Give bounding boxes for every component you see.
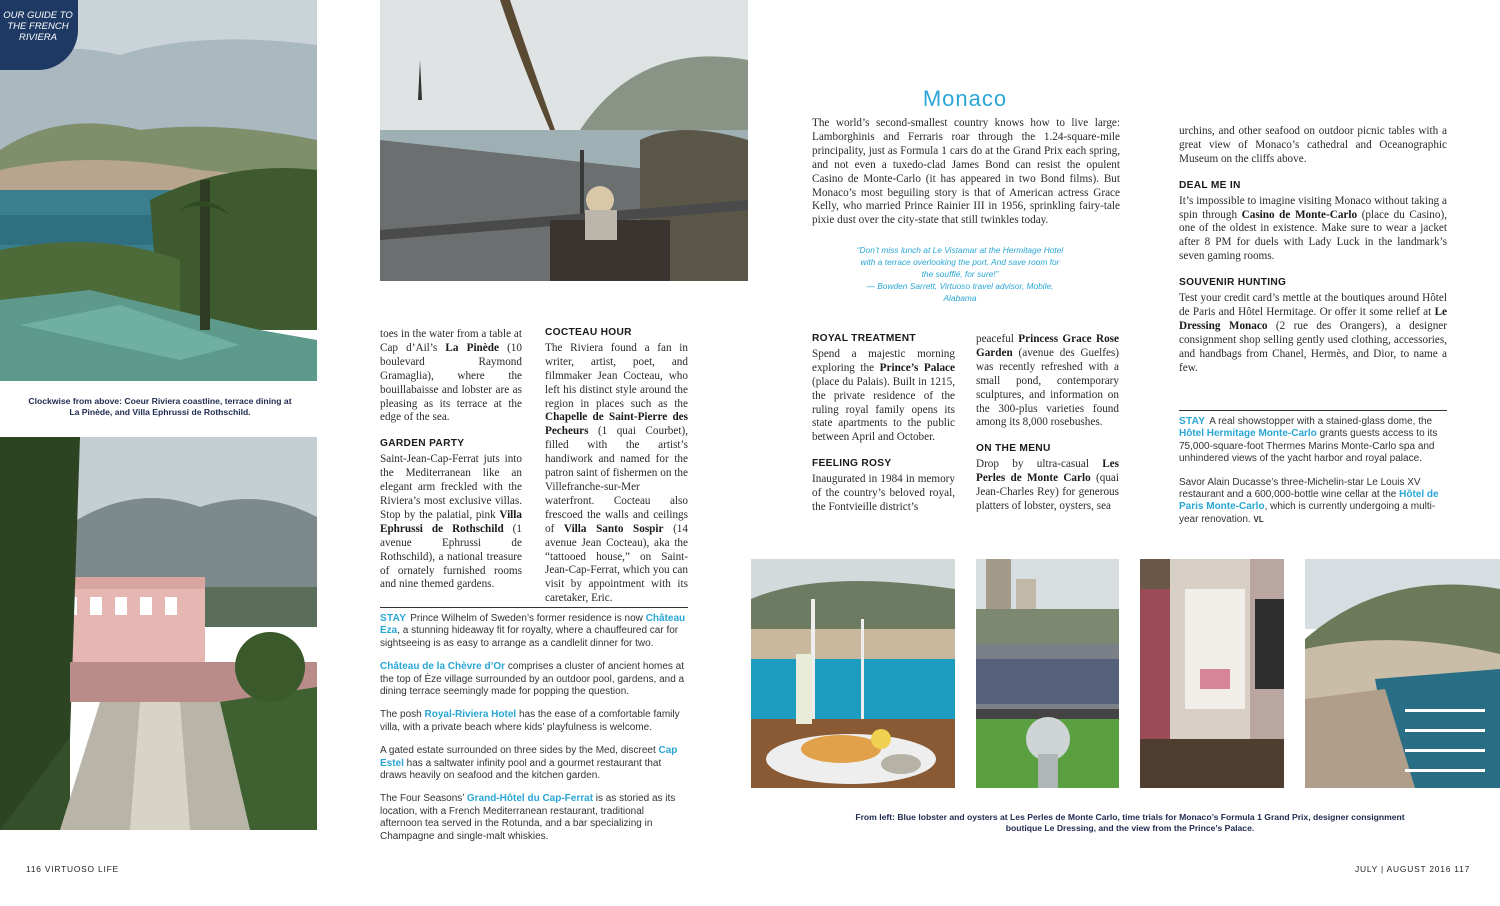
le-dressing-name: Le Dressing Monaco xyxy=(1179,305,1447,332)
stay-text: The posh xyxy=(380,709,425,721)
rose-garden-text-c: (avenue des Guelfes) was recently refreshed with a small pond, contemporary sculptures, and information on the 300-plus varieties found among its 8,000 rosebushes. xyxy=(976,346,1119,429)
casino-name: Casino de Monte-Carlo xyxy=(1241,208,1358,221)
cocteau-text-e: (14 avenue Jean Cocteau), aka the “tattooed house,” on Saint-Jean-Cap-Ferrat, which you can visit by appointment with its caretaker, Eric. xyxy=(545,522,688,605)
cocteau-hour-heading: COCTEAU HOUR xyxy=(545,327,632,338)
stay-text: Savor Alain Ducasse’s three-Michelin-star Le Louis XV restaurant and a 600,000-bottle wine cellar at the xyxy=(1179,476,1421,501)
quote-text: “Don’t miss lunch at Le Vistamar at the Hermitage Hotel with a terrace overlooking the port. And save room for the soufflé, for sure!” xyxy=(856,245,1064,279)
end-mark: VL xyxy=(1253,514,1264,524)
stay-text: A real showstopper with a stained-glass dome, the xyxy=(1209,416,1433,427)
garden-party-text-c: (1 avenue Ephrussi de Rothschild), a national treasure of ornately furnished rooms and nine themed gardens. xyxy=(380,522,522,591)
left-stay-box xyxy=(380,607,688,854)
villa-ephrussi-name: Villa Ephrussi de Rothschild xyxy=(380,508,522,535)
left-column-2 xyxy=(545,326,688,606)
hotel-de-paris-link[interactable]: Hôtel de Paris Monte-Carlo xyxy=(1179,489,1439,513)
chateau-eza-link[interactable]: Château Eza xyxy=(380,613,686,637)
terrace-dining-photo xyxy=(380,0,748,281)
casino-text-c: (place du Casino), one of the oldest in existence. Make sure to wear a jacket after 8 PM for duels with Lady Luck in the landmark’s seven gaming rooms. xyxy=(1179,208,1447,263)
deal-me-in-heading: DEAL ME IN xyxy=(1179,179,1241,191)
casino-text-a: It’s impossible to imagine visiting Monaco without taking a spin through xyxy=(1179,194,1447,221)
section-badge: OUR GUIDE TO THE FRENCH RIVIERA xyxy=(0,0,78,70)
monaco-intro: The world’s second-smallest country knows how to live large: Lamborghinis and Ferraris roar through the 1.24-square-mile principality, just as Formula 1 cars do at the Grand Prix each spring, and not even a tuxedo-clad James Bond can resist the opulent Casino de Monte-Carlo (it has appeared in two Bond films). But Monaco’s most beguiling story is that of American actress Grace Kelly, who married Prince Rainier III in 1956, sprinkling fairy-tale pixie dust over the city-state that still twinkles today. xyxy=(812,117,1120,227)
formula1-photo xyxy=(976,559,1119,788)
royal-riviera-link[interactable]: Royal-Riviera Hotel xyxy=(424,709,517,721)
left-photo-caption: Clockwise from above: Coeur Riviera coastline, terrace dining at La Pinède, and Villa Ephrussi de Rothschild. xyxy=(28,396,292,417)
left-folio: 116 VIRTUOSO LIFE xyxy=(26,864,119,874)
chapelle-name: Chapelle de Saint-Pierre des Pecheurs xyxy=(545,411,688,438)
seafood-text: urchins, and other seafood on outdoor picnic tables with a great view of Monaco’s cathedral and Oceanographic Museum on the cliffs above. xyxy=(1179,125,1447,165)
stay-text: , a stunning hideaway fit for royalty, where a chauffeured car for sightseeing is as easy to arrange as a candlelit dinner for two. xyxy=(380,625,679,649)
lead-rest-text: (10 boulevard Raymond Gramaglia), where the bouillabaisse and lobster are as pleasing as its terrace at the edge of the sea. xyxy=(380,341,522,424)
garden-party-heading: GARDEN PARTY xyxy=(380,438,465,450)
souvenir-text-a: Test your credit card’s mettle at the boutiques around Hôtel de Paris and Hôtel Hermitage. Or offer it some relief at xyxy=(1179,292,1447,318)
chateau-chevre-dor-link[interactable]: Château de la Chèvre d’Or xyxy=(380,661,506,673)
villa-santo-sospir-name: Villa Santo Sospir xyxy=(563,522,664,535)
stay-label: STAY xyxy=(1179,416,1206,427)
stay-text: has the ease of a comfortable family villa, with a private beach where kids’ playfulness is welcome. xyxy=(380,709,680,733)
feeling-rosy-heading: FEELING ROSY xyxy=(812,458,892,470)
right-stay-box xyxy=(1179,410,1447,537)
stay-label: STAY xyxy=(380,613,407,624)
stay-item-cap-estel xyxy=(380,745,688,782)
right-folio: JULY | AUGUST 2016 117 xyxy=(1355,864,1471,874)
stay-item-chateau-eza xyxy=(380,613,688,650)
right-photo-caption: From left: Blue lobster and oysters at Les Perles de Monte Carlo, time trials for Monaco’s Formula 1 Grand Prix, designer consignment boutique Le Dressing, and the view from the Prince’s Palace. xyxy=(855,812,1405,833)
le-dressing-boutique-photo xyxy=(1140,559,1284,788)
stay-item-hermitage xyxy=(1179,416,1447,466)
stay-text: , which is currently undergoing a multi-year renovation. xyxy=(1179,501,1436,525)
cocteau-text-a: The Riviera found a fan in writer, artist, poet, and filmmaker Jean Cocteau, who left his distinct style around the region in places such as the xyxy=(545,341,688,410)
royal-text-a: Spend a majestic morning exploring the xyxy=(812,347,955,374)
royal-treatment-heading: ROYAL TREATMENT xyxy=(812,333,916,344)
advisor-quote xyxy=(855,244,1065,304)
stay-text: grants guests access to its 75,000-square-foot Thermes Marins Monte-Carlo spa and unhindered views of the yacht harbor and royal palace. xyxy=(1179,428,1438,465)
stay-item-grand-hotel xyxy=(380,793,688,843)
feeling-rosy-text: Inaugurated in 1984 in memory of the country’s beloved royal, the Fontvieille district’s xyxy=(812,473,955,513)
right-column-1 xyxy=(812,332,955,515)
stay-text: comprises a cluster of ancient homes at the top of Èze village surrounded by an outdoor pool, gardens, and a dining terrace seemingly made for popping the question. xyxy=(380,661,685,698)
menu-text-a: Drop by ultra-casual xyxy=(976,458,1103,471)
right-column-3 xyxy=(1179,125,1447,376)
stay-text: Prince Wilhelm of Sweden’s former residence is now xyxy=(410,613,646,624)
rose-garden-text-a: peaceful xyxy=(976,333,1019,345)
villa-ephrussi-photo xyxy=(0,437,317,830)
quote-attribution: — Bowden Sarrett, Virtuoso travel advisor, Mobile, Alabama xyxy=(866,281,1054,303)
souvenir-text-c: (2 rue des Orangers), a designer consignment shop selling gently used clothing, accessories, and handbags from Chanel, Hermès, and Dior, to name a few. xyxy=(1179,319,1447,374)
princes-palace-view-photo xyxy=(1305,559,1500,788)
left-column-1 xyxy=(380,328,522,592)
on-the-menu-heading: ON THE MENU xyxy=(976,443,1051,455)
stay-text: has a saltwater infinity pool and a gourmet restaurant that draws heavily on seafood and the kitchen garden. xyxy=(380,757,662,782)
stay-item-royal-riviera xyxy=(380,709,688,734)
stay-item-chevre-dor xyxy=(380,661,688,698)
cocteau-text-c: (1 quai Courbet), filled with the artist’s handiwork and named for the patron saint of fishermen on the Villefranche-sur-Mer waterfront. Cocteau also frescoed the walls and ceilings of xyxy=(545,425,688,535)
grand-hotel-cap-ferrat-link[interactable]: Grand-Hôtel du Cap-Ferrat xyxy=(466,793,594,805)
stay-text: is as storied as its location, with a French Mediterranean restaurant, traditional afternoon tea served in the Rotunda, and a bar specializing in Champagne and single-malt whiskies. xyxy=(380,793,676,842)
lobster-oysters-photo xyxy=(751,559,955,788)
princes-palace-name: Prince’s Palace xyxy=(879,361,955,374)
stay-text: A gated estate surrounded on three sides by the Med, discreet xyxy=(380,745,659,757)
monaco-title: Monaco xyxy=(922,86,1008,111)
les-perles-name: Les Perles de Monte Carlo xyxy=(976,458,1119,485)
hotel-hermitage-link[interactable]: Hôtel Hermitage Monte-Carlo xyxy=(1179,428,1317,440)
stay-text: The Four Seasons’ xyxy=(380,793,467,805)
la-pinede-name: La Pinède xyxy=(445,341,499,354)
royal-text-c: (place du Palais). Built in 1215, the private residence of the ruling royal family opens its state apartments to the public between April and October. xyxy=(812,375,955,444)
stay-item-hotel-de-paris xyxy=(1179,477,1447,527)
right-column-2 xyxy=(976,333,1119,514)
rose-garden-name: Princess Grace Rose Garden xyxy=(976,333,1120,359)
cap-estel-link[interactable]: Cap Estel xyxy=(380,745,678,769)
garden-party-text-a: Saint-Jean-Cap-Ferrat juts into the Mediterranean like an elegant arm freckled with the Riviera’s most exclusive villas. Stop by the palatial, pink xyxy=(380,453,522,521)
menu-text-c: (quai Jean-Charles Rey) for generous platters of lobster, oysters, sea xyxy=(976,472,1119,512)
souvenir-hunting-heading: SOUVENIR HUNTING xyxy=(1179,277,1287,289)
lead-text: toes in the water from a table at Cap d’Ail’s xyxy=(380,328,522,354)
